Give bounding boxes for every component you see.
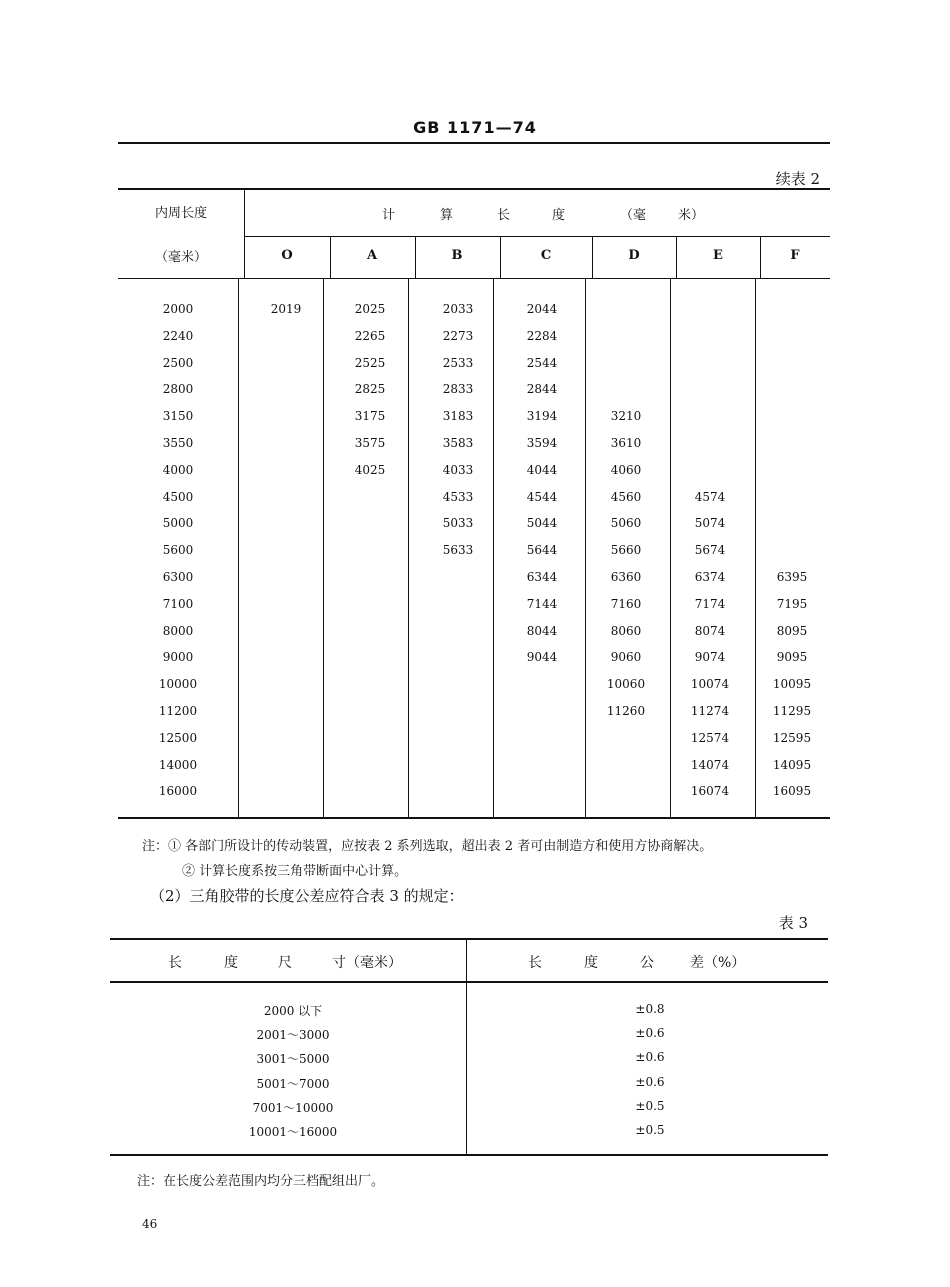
table2-caption: 续表 2	[775, 170, 820, 188]
calc-length-cell: 9060	[610, 650, 642, 665]
inner-length-cell: 2500	[162, 355, 194, 370]
calc-length-cell: 4033	[442, 462, 474, 477]
calc-length-cell: 4533	[442, 489, 474, 504]
column-header-o: O	[281, 248, 293, 263]
table2-note-1: 注：① 各部门所设计的传动装置，应按表 2 系列选取，超出表 2 者可由制造方和使用方协商解决。	[142, 839, 713, 854]
span-header-char: 度	[552, 208, 566, 223]
tolerance-cell: ±0.5	[635, 1098, 665, 1113]
table2-body-divider	[493, 279, 494, 817]
table3-left-header-char: 寸（毫米）	[332, 955, 402, 971]
table3-right-header-char: 差（%）	[690, 955, 746, 971]
inner-length-cell: 6300	[162, 570, 194, 584]
calc-length-cell: 14074	[690, 757, 730, 772]
calc-length-cell: 12595	[772, 730, 812, 745]
calc-length-cell: 5674	[694, 543, 726, 558]
table2-header-divider	[592, 236, 593, 278]
calc-length-cell: 2025	[354, 302, 386, 316]
calc-length-cell: 4060	[610, 462, 642, 477]
calc-length-cell: 3183	[442, 409, 474, 424]
calc-length-cell: 2033	[442, 302, 474, 316]
header-rule	[118, 142, 830, 144]
calc-length-cell: 8074	[694, 623, 726, 638]
tolerance-cell: ±0.8	[635, 1002, 665, 1016]
table3-note: 注：在长度公差范围内均分三档配组出厂。	[137, 1174, 385, 1189]
table2-header-divider	[415, 236, 416, 278]
calc-length-cell: 11295	[772, 704, 812, 718]
clause-text: （2）三角胶带的长度公差应符合表 3 的规定：	[150, 887, 464, 905]
calc-length-cell: 5044	[526, 516, 558, 531]
calc-length-cell: 3594	[526, 436, 558, 450]
calc-length-cell: 2544	[526, 355, 558, 370]
span-header-char: 算	[440, 208, 454, 223]
calc-length-cell: 3575	[354, 436, 386, 450]
calc-length-cell: 7160	[610, 596, 642, 611]
calc-length-cell: 3610	[610, 436, 642, 450]
calc-length-cell: 7195	[776, 596, 808, 611]
inner-length-cell: 8000	[162, 623, 194, 638]
span-header-char: 长	[497, 208, 511, 223]
calc-length-cell: 2284	[526, 328, 558, 343]
calc-length-cell: 2265	[354, 328, 386, 343]
column-header-a: A	[366, 248, 378, 263]
calc-length-cell: 2044	[526, 302, 558, 316]
calc-length-cell: 3194	[526, 409, 558, 424]
calc-length-cell: 8060	[610, 623, 642, 638]
tolerance-cell: ±0.6	[635, 1050, 665, 1065]
calc-length-cell: 5033	[442, 516, 474, 531]
table3-left-header-char: 尺	[278, 955, 292, 971]
inner-length-cell: 5600	[162, 543, 194, 558]
length-range-cell: 2001～3000	[256, 1028, 330, 1043]
calc-length-cell: 6344	[526, 570, 558, 584]
table2-body-divider	[238, 279, 239, 817]
table2-header-divider	[330, 236, 331, 278]
table3-right-header-char: 度	[584, 955, 598, 971]
calc-length-cell: 6360	[610, 570, 642, 584]
calc-length-cell: 6395	[776, 570, 808, 584]
inner-length-cell: 2800	[162, 382, 194, 397]
table2-body-divider	[408, 279, 409, 817]
calc-length-cell: 2833	[442, 382, 474, 397]
calc-length-cell: 12574	[690, 730, 730, 745]
inner-length-cell: 12500	[158, 730, 198, 745]
span-header-char: （毫	[620, 208, 647, 223]
calc-length-cell: 7144	[526, 596, 558, 611]
table2-body-divider	[585, 279, 586, 817]
col0-header-line2: （毫米）	[154, 250, 207, 265]
table3-top-rule	[110, 938, 828, 940]
calc-length-cell: 10074	[690, 677, 730, 692]
calc-length-cell: 2525	[354, 355, 386, 370]
calc-length-cell: 5644	[526, 543, 558, 558]
calc-length-cell: 9074	[694, 650, 726, 665]
calc-length-cell: 9044	[526, 650, 558, 665]
column-header-b: B	[451, 248, 463, 263]
calc-length-cell: 10095	[772, 677, 812, 692]
inner-length-cell: 4500	[162, 489, 194, 504]
table3-left-header-char: 度	[224, 955, 238, 971]
calc-length-cell: 5660	[610, 543, 642, 558]
calc-length-cell: 2019	[270, 302, 302, 316]
table3-caption: 表 3	[778, 914, 808, 932]
calc-length-cell: 10060	[606, 677, 646, 692]
inner-length-cell: 10000	[158, 677, 198, 692]
inner-length-cell: 16000	[158, 784, 198, 799]
calc-length-cell: 8044	[526, 623, 558, 638]
table2-bottom-rule	[118, 817, 830, 819]
length-range-cell: 2000 以下	[263, 1004, 323, 1018]
calc-length-cell: 4574	[694, 489, 726, 504]
tolerance-cell: ±0.5	[635, 1123, 665, 1137]
inner-length-cell: 4000	[162, 462, 194, 477]
calc-length-cell: 16095	[772, 784, 812, 799]
table2-header-divider	[760, 236, 761, 278]
inner-length-cell: 11200	[158, 704, 198, 718]
span-header-char: 米）	[678, 208, 705, 223]
table2-header-divider	[500, 236, 501, 278]
calc-length-cell: 4044	[526, 462, 558, 477]
calc-length-cell: 2273	[442, 328, 474, 343]
inner-length-cell: 2000	[162, 302, 194, 316]
calc-length-cell: 4025	[354, 462, 386, 477]
calc-length-cell: 5060	[610, 516, 642, 531]
calc-length-cell: 16074	[690, 784, 730, 799]
inner-length-cell: 3150	[162, 409, 194, 424]
table3-right-header-char: 公	[640, 955, 654, 971]
calc-length-cell: 2825	[354, 382, 386, 397]
calc-length-cell: 7174	[694, 596, 726, 611]
calc-length-cell: 8095	[776, 623, 808, 638]
inner-length-cell: 2240	[162, 328, 194, 343]
inner-length-cell: 14000	[158, 757, 198, 772]
inner-length-cell: 9000	[162, 650, 194, 665]
inner-length-cell: 7100	[162, 596, 194, 611]
tolerance-cell: ±0.6	[635, 1026, 665, 1041]
length-range-cell: 5001～7000	[256, 1076, 330, 1091]
calc-length-cell: 9095	[776, 650, 808, 665]
calc-length-cell: 3210	[610, 409, 642, 424]
calc-length-cell: 11260	[606, 704, 646, 718]
table2-note-2: ② 计算长度系按三角带断面中心计算。	[182, 864, 408, 879]
calc-length-cell: 2844	[526, 382, 558, 397]
calc-length-cell: 6374	[694, 570, 726, 584]
table3-bottom-rule	[110, 1154, 828, 1156]
page-number: 46	[142, 1217, 158, 1231]
calc-length-cell: 5633	[442, 543, 474, 558]
calc-length-cell: 5074	[694, 516, 726, 531]
calc-length-cell: 3583	[442, 436, 474, 450]
length-range-cell: 10001～16000	[248, 1125, 338, 1139]
calc-length-cell: 11274	[690, 704, 730, 718]
calc-length-cell: 4560	[610, 489, 642, 504]
calc-length-cell: 3175	[354, 409, 386, 424]
table2-top-rule	[118, 188, 830, 190]
length-range-cell: 7001～10000	[252, 1100, 334, 1115]
column-header-f: F	[790, 248, 800, 263]
table2-body-divider	[670, 279, 671, 817]
span-header-char: 计	[382, 208, 396, 223]
inner-length-cell: 5000	[162, 516, 194, 531]
table2-header-bottom-rule	[118, 278, 830, 279]
table2-subheader-rule	[244, 236, 830, 237]
column-header-c: C	[540, 248, 552, 263]
calc-length-cell: 14095	[772, 757, 812, 772]
column-header-d: D	[628, 248, 640, 263]
table2-header-divider	[676, 236, 677, 278]
col0-header-line1: 内周长度	[154, 206, 207, 221]
table3-header-rule	[110, 981, 828, 983]
table3-left-header-char: 长	[168, 955, 182, 971]
table2-body-divider	[755, 279, 756, 817]
tolerance-cell: ±0.6	[635, 1074, 665, 1089]
calc-length-cell: 4544	[526, 489, 558, 504]
table3-right-header-char: 长	[528, 955, 542, 971]
table2-header-divider	[244, 188, 245, 278]
length-range-cell: 3001～5000	[256, 1052, 330, 1067]
standard-number: GB 1171—74	[413, 118, 537, 137]
table3-divider	[466, 938, 467, 1154]
calc-length-cell: 2533	[442, 355, 474, 370]
table2-body-divider	[323, 279, 324, 817]
column-header-e: E	[713, 248, 723, 263]
inner-length-cell: 3550	[162, 436, 194, 450]
